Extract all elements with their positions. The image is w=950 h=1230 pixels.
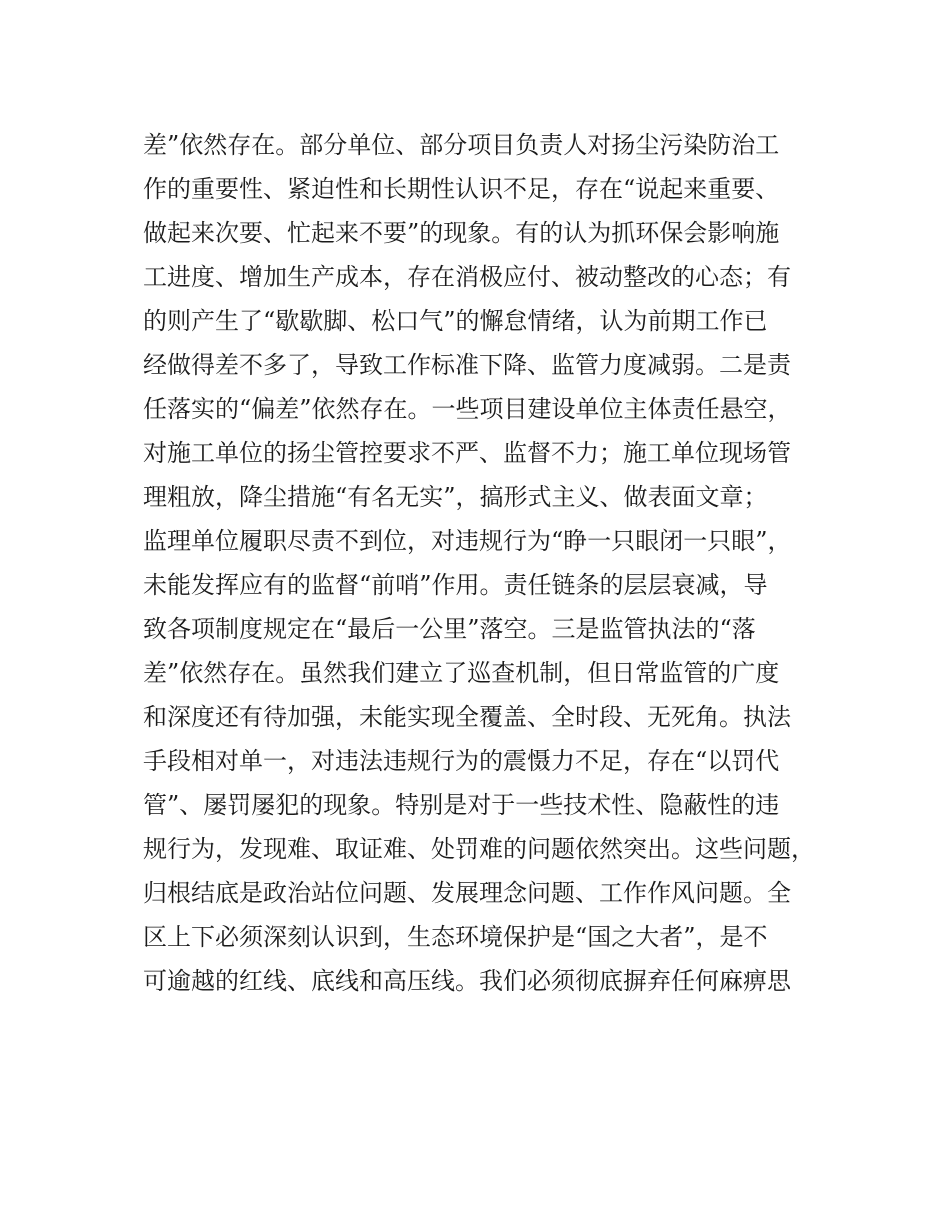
text-line: 监理单位履职尽责不到位，对违规行为“睁一只眼闭一只眼”， <box>143 527 792 555</box>
text-line: 差”依然存在。部分单位、部分项目负责人对扬尘污染防治工 <box>143 131 780 159</box>
text-line: 作的重要性、紧迫性和长期性认识不足，存在“说起来重要、 <box>143 175 780 203</box>
text-line: 未能发挥应有的监督“前哨”作用。责任链条的层层衰减，导 <box>143 571 768 599</box>
text-line: 归根结底是政治站位问题、发展理念问题、工作作风问题。全 <box>143 879 791 907</box>
body-text <box>143 123 823 1003</box>
text-line: 致各项制度规定在“最后一公里”落空。三是监管执法的“落 <box>143 615 756 643</box>
text-line: 对施工单位的扬尘管控要求不严、监督不力；施工单位现场管 <box>143 439 791 467</box>
text-line: 工进度、增加生产成本，存在消极应付、被动整改的心态；有 <box>143 263 791 291</box>
text-line: 手段相对单一，对违法违规行为的震慑力不足，存在“以罚代 <box>143 747 780 775</box>
text-line: 理粗放，降尘措施“有名无实”，搞形式主义、做表面文章； <box>143 483 768 511</box>
text-line: 任落实的“偏差”依然存在。一些项目建设单位主体责任悬空， <box>143 395 792 423</box>
text-line: 经做得差不多了，导致工作标准下降、监管力度减弱。二是责 <box>143 351 791 379</box>
text-line: 规行为，发现难、取证难、处罚难的问题依然突出。这些问题， <box>143 835 815 863</box>
text-line: 可逾越的红线、底线和高压线。我们必须彻底摒弃任何麻痹思 <box>143 967 791 995</box>
text-line: 差”依然存在。虽然我们建立了巡查机制，但日常监管的广度 <box>143 659 780 687</box>
text-line: 和深度还有待加强，未能实现全覆盖、全时段、无死角。执法 <box>143 703 791 731</box>
text-line: 管”、屡罚屡犯的现象。特别是对于一些技术性、隐蔽性的违 <box>143 791 780 819</box>
text-line: 区上下必须深刻认识到，生态环境保护是“国之大者”，是不 <box>143 923 768 951</box>
text-line: 做起来次要、忙起来不要”的现象。有的认为抓环保会影响施 <box>143 219 780 247</box>
text-line: 的则产生了“歇歇脚、松口气”的懈怠情绪，认为前期工作已 <box>143 307 768 335</box>
